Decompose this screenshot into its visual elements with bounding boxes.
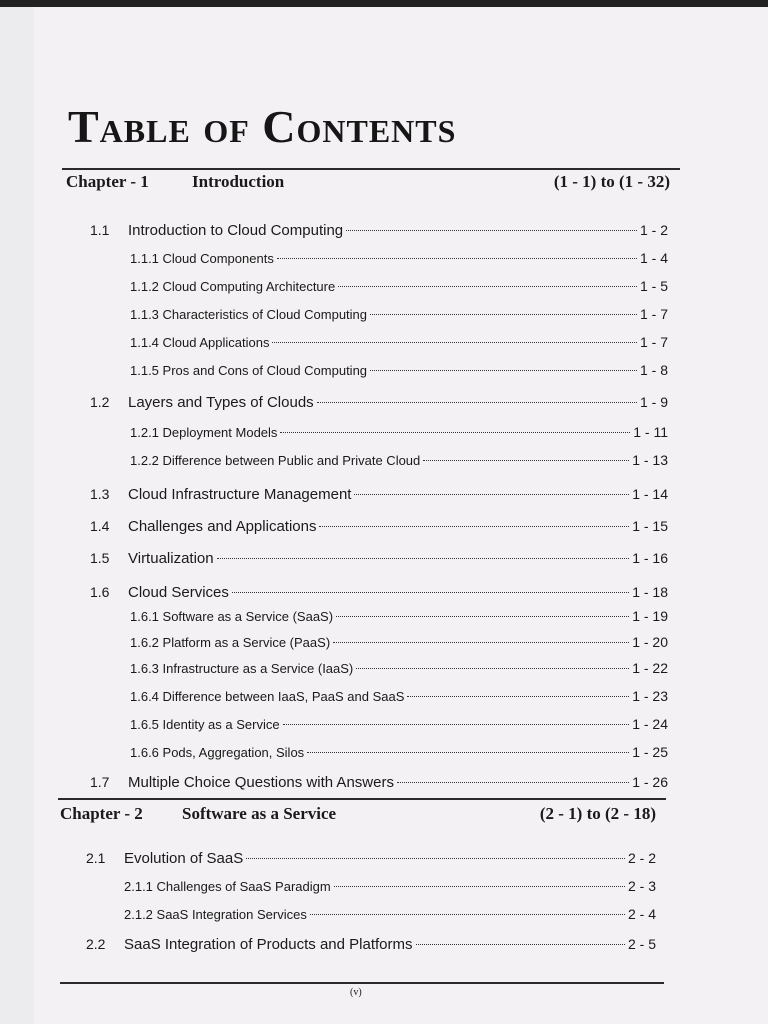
- chapter-number: Chapter - 2: [60, 804, 143, 823]
- chapter-number: Chapter - 1: [66, 172, 149, 191]
- entry-page-number: 1 - 7: [639, 306, 668, 322]
- entry-page-number: 1 - 16: [632, 550, 668, 566]
- section-number: 1.6: [90, 584, 110, 600]
- entry-page-number: 1 - 20: [632, 634, 668, 650]
- entry-page-number: 1 - 18: [632, 584, 668, 600]
- entry-title: 2.1.1 Challenges of SaaS Paradigm: [124, 879, 331, 894]
- section-number: 1.1: [90, 222, 110, 238]
- toc-section-entry[interactable]: [90, 584, 668, 604]
- dot-leader: [356, 668, 629, 669]
- entry-page-number: 1 - 4: [639, 250, 668, 266]
- toc-section-entry[interactable]: [90, 550, 668, 570]
- toc-subsection-entry[interactable]: [130, 362, 668, 382]
- entry-title: Cloud Infrastructure Management: [128, 486, 352, 503]
- dot-leader: [246, 858, 625, 859]
- entry-title: 1.1.4 Cloud Applications: [130, 335, 270, 350]
- chapter-page-range: (1 - 1) to (1 - 32): [553, 172, 670, 191]
- dot-leader: [334, 886, 625, 887]
- entry-page-number: 2 - 2: [627, 850, 656, 866]
- toc-subsection-entry[interactable]: [124, 906, 656, 926]
- toc-section-entry[interactable]: [90, 394, 668, 414]
- entry-page-number: 1 - 23: [632, 688, 668, 704]
- entry-page-number: 2 - 3: [627, 878, 656, 894]
- toc-section-entry[interactable]: [90, 774, 668, 794]
- entry-title: Virtualization: [128, 550, 214, 567]
- entry-title: Cloud Services: [128, 584, 229, 601]
- section-number: 1.7: [90, 774, 110, 790]
- toc-section-entry[interactable]: [90, 222, 668, 242]
- entry-title: 1.1.3 Characteristics of Cloud Computing: [130, 307, 368, 322]
- entry-page-number: 1 - 11: [633, 424, 668, 440]
- toc-subsection-entry[interactable]: [130, 608, 668, 628]
- dot-leader: [217, 558, 630, 559]
- dot-leader: [407, 696, 629, 697]
- toc-subsection-entry[interactable]: [130, 634, 668, 654]
- dot-leader: [416, 944, 625, 945]
- dot-leader: [370, 314, 637, 315]
- entry-page-number: 1 - 5: [639, 278, 668, 294]
- section-number: 2.1: [86, 850, 106, 866]
- entry-title: 1.1.2 Cloud Computing Architecture: [130, 279, 336, 294]
- dot-leader: [336, 616, 629, 617]
- dot-leader: [310, 914, 625, 915]
- dot-leader: [277, 258, 637, 259]
- chapter-rule: [58, 798, 666, 800]
- dot-leader: [283, 724, 630, 725]
- entry-page-number: 1 - 8: [639, 362, 668, 378]
- section-number: 2.2: [86, 936, 106, 952]
- entry-page-number: 1 - 24: [632, 716, 668, 732]
- entry-page-number: 1 - 2: [639, 222, 668, 238]
- section-number: 1.4: [90, 518, 110, 534]
- dot-leader: [354, 494, 629, 495]
- entry-title: Challenges and Applications: [128, 518, 317, 535]
- dot-leader: [397, 782, 629, 783]
- entry-title: 1.2.2 Difference between Public and Private Cloud: [130, 453, 421, 468]
- entry-title: 1.6.6 Pods, Aggregation, Silos: [130, 745, 305, 760]
- dot-leader: [280, 432, 630, 433]
- entry-page-number: 1 - 13: [632, 452, 668, 468]
- chapter-page-range: (2 - 1) to (2 - 18): [539, 804, 656, 823]
- entry-title: 1.6.1 Software as a Service (SaaS): [130, 609, 334, 624]
- page-title: Table of Contents: [68, 101, 457, 152]
- toc-subsection-entry[interactable]: [130, 744, 668, 764]
- toc-subsection-entry[interactable]: [130, 688, 668, 708]
- toc-subsection-entry[interactable]: [130, 334, 668, 354]
- entry-page-number: 1 - 26: [632, 774, 668, 790]
- dot-leader: [333, 642, 629, 643]
- chapter-rule: [62, 168, 680, 170]
- dot-leader: [272, 342, 637, 343]
- section-number: 1.5: [90, 550, 110, 566]
- toc-subsection-entry[interactable]: [130, 452, 668, 472]
- bottom-rule: [60, 982, 664, 984]
- entry-title: 1.1.1 Cloud Components: [130, 251, 274, 266]
- toc-section-entry[interactable]: [90, 518, 668, 538]
- entry-page-number: 1 - 9: [639, 394, 668, 410]
- entry-title: 1.6.5 Identity as a Service: [130, 717, 280, 732]
- entry-page-number: 1 - 15: [632, 518, 668, 534]
- toc-subsection-entry[interactable]: [130, 306, 668, 326]
- entry-page-number: 2 - 4: [627, 906, 656, 922]
- section-number: 1.2: [90, 394, 110, 410]
- entry-title: SaaS Integration of Products and Platforms: [124, 936, 413, 953]
- scan-top-band: [0, 0, 768, 7]
- toc-section-entry[interactable]: [86, 850, 656, 870]
- chapter-title: Introduction: [192, 172, 285, 191]
- toc-subsection-entry[interactable]: [130, 278, 668, 298]
- entry-title: Layers and Types of Clouds: [128, 394, 314, 411]
- chapter-heading: [60, 804, 656, 828]
- toc-section-entry[interactable]: [90, 486, 668, 506]
- toc-subsection-entry[interactable]: [130, 716, 668, 736]
- toc-subsection-entry[interactable]: [130, 250, 668, 270]
- entry-page-number: 2 - 5: [627, 936, 656, 952]
- chapter-heading: [66, 172, 670, 196]
- dot-leader: [370, 370, 637, 371]
- section-number: 1.3: [90, 486, 110, 502]
- dot-leader: [346, 230, 637, 231]
- entry-title: Multiple Choice Questions with Answers: [128, 774, 394, 791]
- dot-leader: [319, 526, 629, 527]
- entry-title: 1.2.1 Deployment Models: [130, 425, 278, 440]
- page-folio: (v): [350, 987, 362, 998]
- entry-title: 1.1.5 Pros and Cons of Cloud Computing: [130, 363, 368, 378]
- entry-title: 1.6.4 Difference between IaaS, PaaS and SaaS: [130, 689, 405, 704]
- entry-title: 2.1.2 SaaS Integration Services: [124, 907, 307, 922]
- dot-leader: [423, 460, 629, 461]
- entry-page-number: 1 - 22: [632, 660, 668, 676]
- dot-leader: [307, 752, 629, 753]
- toc-section-entry[interactable]: [86, 936, 656, 956]
- entry-page-number: 1 - 14: [632, 486, 668, 502]
- dot-leader: [317, 402, 637, 403]
- toc-subsection-entry[interactable]: [130, 660, 668, 680]
- chapter-title: Software as a Service: [182, 804, 337, 823]
- toc-subsection-entry[interactable]: [130, 424, 668, 444]
- entry-page-number: 1 - 25: [632, 744, 668, 760]
- dot-leader: [338, 286, 637, 287]
- entry-page-number: 1 - 19: [632, 608, 668, 624]
- entry-page-number: 1 - 7: [639, 334, 668, 350]
- entry-title: Introduction to Cloud Computing: [128, 222, 344, 239]
- page-edge-shadow: [0, 7, 34, 1024]
- entry-title: 1.6.3 Infrastructure as a Service (IaaS): [130, 661, 354, 676]
- toc-subsection-entry[interactable]: [124, 878, 656, 898]
- dot-leader: [232, 592, 629, 593]
- entry-title: 1.6.2 Platform as a Service (PaaS): [130, 635, 331, 650]
- entry-title: Evolution of SaaS: [124, 850, 244, 867]
